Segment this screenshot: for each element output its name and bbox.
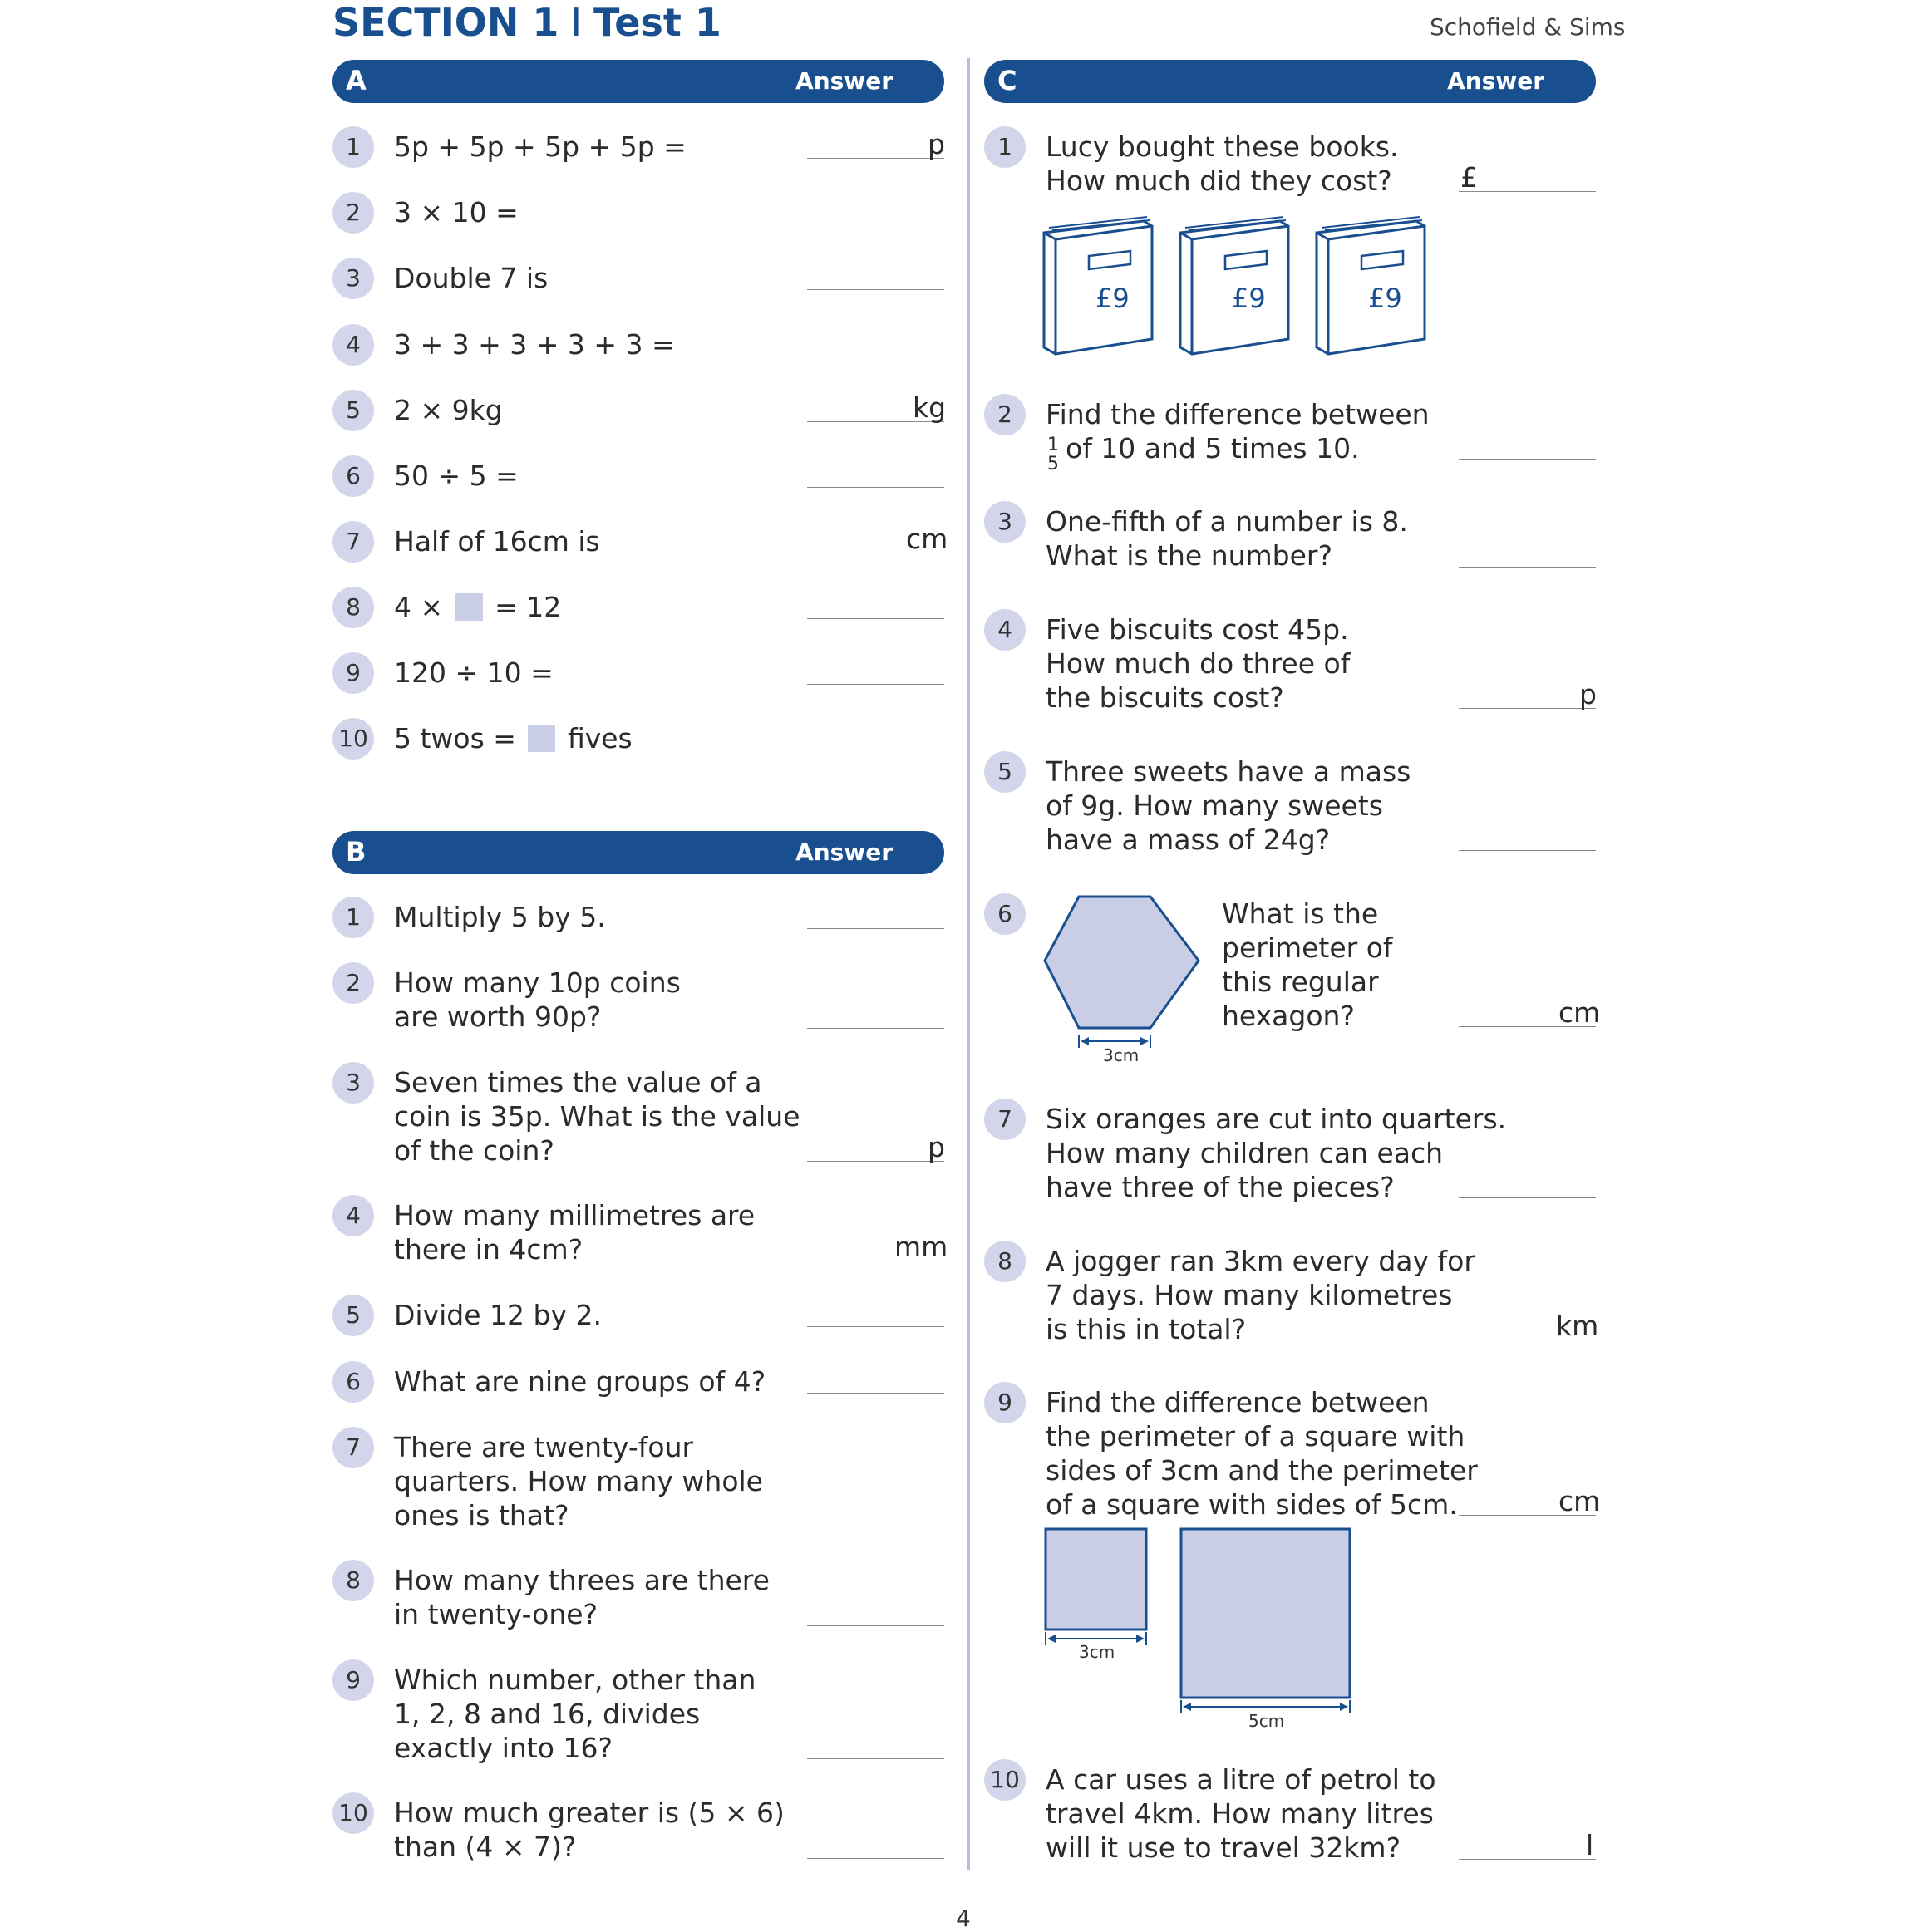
question-text: One-fifth of a number is 8. What is the number? xyxy=(1046,505,1408,572)
question-number: 1 xyxy=(984,126,1026,168)
question-text-after: fives xyxy=(567,722,633,755)
question-text: 50 ÷ 5 = xyxy=(394,460,519,492)
answer-unit: cm xyxy=(1558,1485,1601,1517)
question-text: How many millimetres are there in 4cm? xyxy=(394,1199,756,1266)
books-illustration xyxy=(1039,214,1438,360)
answer-line[interactable] xyxy=(807,928,944,929)
answer-heading: Answer xyxy=(795,838,893,866)
large-square-shape xyxy=(1181,1529,1350,1698)
answer-unit: p xyxy=(928,128,945,160)
question-text: How many threes are there in twenty-one? xyxy=(394,1564,770,1630)
question-number: 6 xyxy=(332,455,374,497)
question-text: Five biscuits cost 45p. How much do three of the biscuits cost? xyxy=(1046,613,1351,714)
answer-line[interactable] xyxy=(807,158,944,159)
question-number: 3 xyxy=(332,1062,374,1104)
question-c-6-text: What is the perimeter of this regular hexagon? xyxy=(1222,897,1393,1032)
question-number: 8 xyxy=(332,1560,374,1601)
question-text xyxy=(394,590,561,624)
book-icon xyxy=(1317,217,1425,354)
book-icon xyxy=(1044,217,1152,354)
section-c-letter: C xyxy=(997,65,1017,96)
question-number: 7 xyxy=(332,521,374,563)
question-number: 5 xyxy=(984,751,1026,793)
question-text: 120 ÷ 10 = xyxy=(394,656,554,689)
question-number: 4 xyxy=(332,324,374,366)
question-text: 5p + 5p + 5p + 5p = xyxy=(394,130,687,163)
answer-unit: l xyxy=(1586,1829,1594,1861)
question-text: There are twenty-four quarters. How many whole ones is that? xyxy=(394,1431,763,1531)
answer-unit: p xyxy=(1579,678,1597,710)
answer-line[interactable] xyxy=(807,618,944,619)
answer-line[interactable] xyxy=(807,684,944,685)
answer-line[interactable] xyxy=(807,1393,944,1394)
question-text: How many 10p coins are worth 90p? xyxy=(394,966,681,1033)
hexagon-side-label: 3cm xyxy=(1103,1045,1140,1065)
question-text: A car uses a litre of petrol to travel 4km. How many litres will it use to travel 32km? xyxy=(1046,1763,1436,1864)
question-number: 9 xyxy=(984,1382,1026,1423)
question-number: 4 xyxy=(984,609,1026,651)
fraction-one-fifth: $\frac{1}{5}$ xyxy=(1047,435,1059,474)
answer-line[interactable] xyxy=(1459,850,1596,851)
book-price: £9 xyxy=(1095,283,1130,314)
answer-line[interactable] xyxy=(1459,1197,1596,1198)
question-text: Find the difference between $\frac{1}{5}$ of 10 and 5 times 10. xyxy=(1046,398,1430,474)
section-label: SECTION 1 xyxy=(332,0,559,45)
question-number: 10 xyxy=(984,1759,1026,1801)
question-number: 9 xyxy=(332,1659,374,1701)
book-price: £9 xyxy=(1232,283,1266,314)
book-price: £9 xyxy=(1368,283,1402,314)
answer-heading: Answer xyxy=(1447,67,1544,95)
column-divider xyxy=(967,58,970,1870)
question-text: Which number, other than 1, 2, 8 and 16, divides exactly into 16? xyxy=(394,1664,756,1764)
question-text: Three sweets have a mass of 9g. How many sweets have a mass of 24g? xyxy=(1046,755,1411,856)
section-a-header xyxy=(332,60,944,103)
question-number: 10 xyxy=(332,1792,374,1834)
answer-line[interactable] xyxy=(807,1758,944,1759)
answer-line[interactable] xyxy=(807,289,944,290)
missing-number-box xyxy=(455,593,483,621)
question-text: 2 × 9kg xyxy=(394,394,503,426)
small-square-side-label: 3cm xyxy=(1079,1642,1115,1662)
question-text: Divide 12 by 2. xyxy=(394,1299,602,1331)
question-text-before: 5 twos = xyxy=(394,722,516,755)
section-b-header xyxy=(332,831,944,874)
publisher-name: Schofield & Sims xyxy=(1430,13,1626,41)
question-number: 6 xyxy=(332,1361,374,1403)
question-text: How much greater is (5 × 6) than (4 × 7)? xyxy=(394,1797,785,1863)
question-number: 4 xyxy=(332,1195,374,1236)
answer-line[interactable] xyxy=(807,1161,944,1162)
answer-line[interactable] xyxy=(807,1028,944,1029)
page-title xyxy=(332,0,721,45)
answer-line[interactable] xyxy=(807,1625,944,1626)
question-text: Double 7 is xyxy=(394,262,549,294)
answer-line[interactable] xyxy=(807,487,944,488)
question-number: 1 xyxy=(332,126,374,168)
question-text: Half of 16cm is xyxy=(394,525,600,558)
squares-diagram xyxy=(1039,1526,1363,1733)
answer-line[interactable] xyxy=(1459,1859,1596,1860)
answer-unit: cm xyxy=(906,523,948,555)
title-separator: I xyxy=(570,0,583,45)
question-number: 3 xyxy=(332,258,374,299)
question-number: 3 xyxy=(984,501,1026,543)
question-text: 3 + 3 + 3 + 3 + 3 = xyxy=(394,328,675,361)
question-number: 5 xyxy=(332,390,374,431)
answer-line[interactable] xyxy=(807,1858,944,1859)
question-text: Multiply 5 by 5. xyxy=(394,901,606,933)
book-icon xyxy=(1180,217,1288,354)
question-text: What are nine groups of 4? xyxy=(394,1365,766,1398)
missing-number-box xyxy=(528,725,555,752)
answer-unit: p xyxy=(928,1131,945,1163)
question-number: 2 xyxy=(332,962,374,1004)
question-text: A jogger ran 3km every day for 7 days. How many kilometres is this in total? xyxy=(1046,1245,1475,1345)
question-number: 10 xyxy=(332,718,374,760)
page-number: 4 xyxy=(956,1905,971,1932)
answer-unit: kg xyxy=(913,391,947,424)
large-square-side-label: 5cm xyxy=(1248,1711,1285,1731)
question-number: 7 xyxy=(332,1427,374,1468)
question-number: 6 xyxy=(984,893,1026,935)
question-text-before: 4 × xyxy=(394,591,444,623)
question-text: Find the difference between the perimeter of a square with sides of 3cm and the perimeter of a square with sides of 5cm. xyxy=(1046,1386,1478,1521)
question-number: 1 xyxy=(332,897,374,938)
section-b-letter: B xyxy=(346,836,367,868)
question-text: Seven times the value of a coin is 35p. What is the value of the coin? xyxy=(394,1066,800,1167)
answer-heading: Answer xyxy=(795,67,893,95)
answer-unit: cm xyxy=(1558,996,1601,1029)
question-number: 8 xyxy=(332,587,374,628)
answer-line[interactable] xyxy=(1459,708,1596,709)
small-square-shape xyxy=(1046,1529,1146,1630)
test-label: Test 1 xyxy=(593,0,721,45)
question-text: Six oranges are cut into quarters. How many children can each have three of the pieces? xyxy=(1046,1103,1507,1203)
question-text: Lucy bought these books. How much did they cost? xyxy=(1046,130,1399,197)
section-c-header xyxy=(984,60,1596,103)
answer-unit: km xyxy=(1556,1310,1599,1342)
question-number: 9 xyxy=(332,652,374,694)
answer-unit: £ xyxy=(1460,161,1478,194)
question-number: 2 xyxy=(332,192,374,234)
question-number: 8 xyxy=(984,1241,1026,1282)
question-text-after: = 12 xyxy=(495,591,562,623)
answer-line[interactable] xyxy=(1459,459,1596,460)
question-number: 7 xyxy=(984,1099,1026,1140)
question-number: 5 xyxy=(332,1295,374,1336)
question-text xyxy=(394,721,633,755)
question-number: 2 xyxy=(984,394,1026,435)
answer-line[interactable] xyxy=(1459,191,1596,192)
answer-unit: mm xyxy=(894,1231,948,1263)
question-text: 3 × 10 = xyxy=(394,196,519,229)
section-a-letter: A xyxy=(346,65,367,96)
hexagon-shape xyxy=(1045,897,1199,1028)
answer-line[interactable] xyxy=(1459,567,1596,568)
answer-line[interactable] xyxy=(807,1326,944,1327)
hexagon-diagram xyxy=(1039,893,1205,1068)
